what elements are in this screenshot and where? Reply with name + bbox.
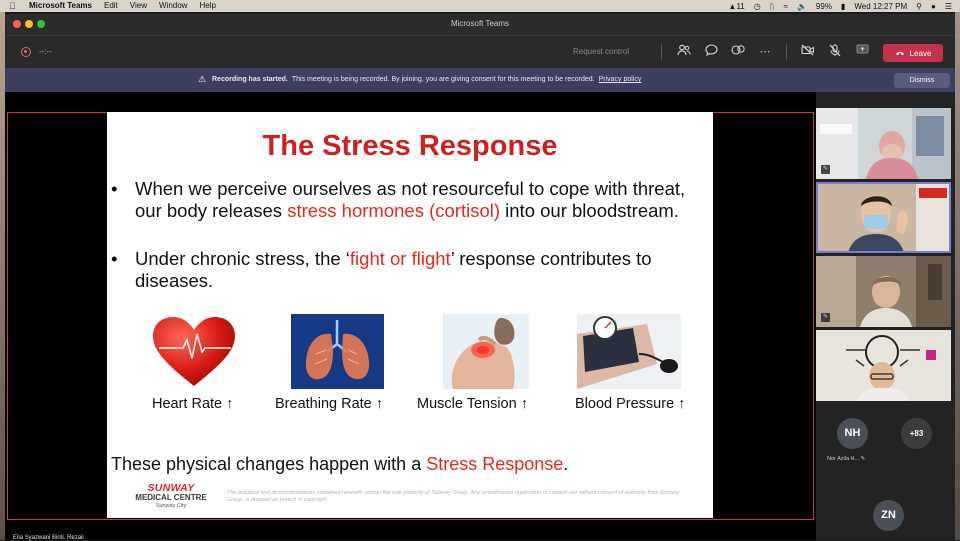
conclusion-text-start: These physical changes happen with a xyxy=(111,454,427,474)
mic-off-icon[interactable] xyxy=(827,44,843,60)
bullet-2-text xyxy=(135,248,711,292)
user-icon[interactable]: ● xyxy=(930,1,936,11)
caption-muscle-tension: Muscle Tension ↑ xyxy=(417,396,528,412)
leave-button[interactable] xyxy=(883,44,943,62)
recording-banner xyxy=(5,68,955,92)
bullet-1-text-end: into our bloodstream. xyxy=(500,200,679,221)
request-control-button[interactable]: Request control xyxy=(573,47,630,56)
mic-muted-icon: ✎ xyxy=(822,166,829,172)
bullet-dot: • xyxy=(111,248,118,269)
conclusion-highlight: Stress Response xyxy=(426,454,564,474)
camera-off-icon[interactable] xyxy=(800,44,816,60)
bullet-2-text-end: ’ response contributes to diseases. xyxy=(135,248,652,291)
caption-blood-pressure: Blood Pressure ↑ xyxy=(575,396,686,412)
window-titlebar xyxy=(5,14,955,36)
warning-icon: ⚠ xyxy=(198,74,207,84)
menubar-status-area xyxy=(729,0,952,12)
menu-app-name[interactable]: Microsoft Teams xyxy=(29,1,92,10)
lungs-image xyxy=(291,314,384,389)
conclusion-text-end: . xyxy=(563,454,569,474)
blood-pressure-image xyxy=(577,314,681,389)
bullet-1-text-start: When we perceive ourselves as not resourceful to cope with threat, our body releases xyxy=(135,178,686,221)
banner-text: This meeting is being recorded. By joining, you are giving consent for this meeting to be recorded. xyxy=(291,76,595,83)
toolbar-divider xyxy=(661,44,662,60)
participant-video-tile-active[interactable] xyxy=(816,182,951,253)
recording-indicator-icon xyxy=(21,47,31,57)
battery-percent[interactable]: 99% xyxy=(815,1,832,11)
apple-menu-icon[interactable] xyxy=(9,0,19,12)
wifi-icon[interactable]: ≈ xyxy=(783,1,788,11)
participant-gallery xyxy=(816,92,955,540)
adobe-status-icon[interactable]: ▲11 xyxy=(728,1,745,11)
clock[interactable]: Wed 12:27 PM xyxy=(854,1,908,11)
presentation-slide xyxy=(107,112,713,518)
bullet-1-highlight: stress hormones (cortisol) xyxy=(287,200,501,221)
meeting-timer: --:-- xyxy=(39,47,52,56)
battery-icon[interactable]: ▮ xyxy=(840,1,846,11)
avatar[interactable]: NH xyxy=(837,418,868,449)
phone-hangup-icon xyxy=(895,50,905,56)
participant-video-tile[interactable] xyxy=(816,108,951,179)
presenter-name-label: Elia Syazwani Binti. Rezali xyxy=(13,535,84,541)
menu-edit[interactable]: Edit xyxy=(103,1,118,10)
search-icon[interactable]: ⚲ xyxy=(916,1,922,11)
macos-menubar xyxy=(0,0,960,12)
logo-line-3: Sunway City xyxy=(155,503,187,509)
logo-line-1: SUNWAY xyxy=(147,482,195,494)
reactions-icon[interactable] xyxy=(730,44,746,60)
slide-bullet-1 xyxy=(111,178,711,222)
menu-window[interactable]: Window xyxy=(158,1,188,10)
menu-help[interactable]: Help xyxy=(199,1,216,10)
banner-title: Recording has started. xyxy=(212,76,288,83)
volume-icon[interactable]: 🔈 xyxy=(796,1,807,11)
chat-icon[interactable] xyxy=(703,44,719,60)
meeting-toolbar xyxy=(5,36,955,68)
slide-title: The Stress Response xyxy=(262,130,558,162)
muscle-tension-image xyxy=(443,314,529,389)
more-participants-button[interactable]: +83 xyxy=(901,418,932,449)
bullet-1-text xyxy=(135,178,711,222)
bullet-2-highlight: fight or flight xyxy=(349,248,451,269)
heart-image xyxy=(149,314,239,389)
sunway-logo xyxy=(123,482,219,509)
caption-heart-rate: Heart Rate ↑ xyxy=(152,396,234,412)
slide-disclaimer: The proposal and recommendations contained herewith remain the sole property of Sunway Group. Any unauthorized duplication or content use without consent of authority from Sunway Group, is deemed as breach of copyright xyxy=(227,490,680,503)
participant-video-tile[interactable] xyxy=(816,330,951,401)
dismiss-button[interactable]: Dismiss xyxy=(894,73,950,88)
participants-icon[interactable] xyxy=(676,44,692,60)
time-machine-icon[interactable]: ◷ xyxy=(753,1,761,11)
participant-video-tile[interactable] xyxy=(816,256,951,327)
toolbar-divider xyxy=(786,44,787,60)
bluetooth-icon[interactable]: ᚢ xyxy=(769,1,775,11)
teams-window xyxy=(5,14,955,540)
menu-view[interactable]: View xyxy=(129,1,147,10)
desktop-background-right xyxy=(955,12,960,540)
control-center-icon[interactable]: ☰ xyxy=(944,1,952,11)
window-title: Microsoft Teams xyxy=(450,19,510,28)
more-options-icon[interactable]: ⋯ xyxy=(759,46,771,58)
privacy-policy-link[interactable]: Privacy policy xyxy=(598,76,642,83)
logo-line-2: MEDICAL CENTRE xyxy=(135,493,207,502)
participant-name xyxy=(827,456,865,462)
avatar[interactable]: ZN xyxy=(873,500,904,531)
bullet-2-text-start: Under chronic stress, the ‘ xyxy=(135,248,350,269)
participant-name-text: Nor Azila H... xyxy=(827,456,860,462)
mic-muted-icon: ✎ xyxy=(822,314,829,320)
shared-screen-stage xyxy=(5,92,816,540)
slide-conclusion xyxy=(111,454,568,475)
leave-button-label: Leave xyxy=(909,48,932,58)
bullet-dot: • xyxy=(111,178,118,199)
caption-breathing-rate: Breathing Rate ↑ xyxy=(275,396,384,412)
slide-bullet-2 xyxy=(111,248,711,292)
mic-muted-icon: ✎ xyxy=(860,456,866,462)
share-screen-icon[interactable] xyxy=(854,44,870,60)
